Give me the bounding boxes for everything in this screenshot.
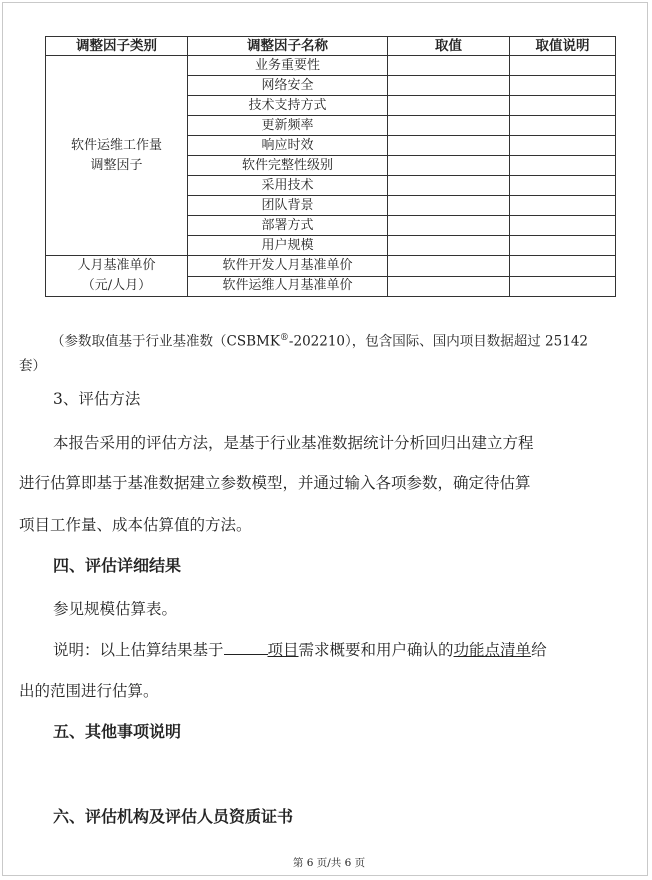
value-note-cell <box>510 216 616 236</box>
value-cell <box>388 116 510 136</box>
body-text: 说明：以上估算结果基于 <box>53 641 224 659</box>
value-cell <box>388 196 510 216</box>
note-text: -202210），包含国际、国内项目数据超过 25142 <box>288 333 589 350</box>
value-note-cell <box>510 76 616 96</box>
value-note-cell <box>510 196 616 216</box>
header-category: 调整因子类别 <box>46 37 188 56</box>
category-cell-maintenance <box>46 56 188 256</box>
value-note-cell <box>510 236 616 256</box>
category-text: 调整因子 <box>90 157 143 173</box>
value-cell <box>388 156 510 176</box>
factor-name-cell: 响应时效 <box>188 136 388 156</box>
parameter-note <box>51 328 643 352</box>
body-text: 给 <box>531 641 547 659</box>
table-row <box>46 56 616 76</box>
value-cell <box>388 236 510 256</box>
table-row <box>46 256 616 277</box>
factor-name-cell: 部署方式 <box>188 216 388 236</box>
underlined-text: 功能点清单 <box>453 641 532 659</box>
body-text: 本报告采用的评估方法，是基于行业基准数据统计分析回归出建立方程 <box>53 434 534 452</box>
factor-name-cell: 用户规模 <box>188 236 388 256</box>
body-text: 出的范围进行估算。 <box>19 682 159 700</box>
note-text: （参数取值基于行业基准数（CSBMK <box>51 333 280 350</box>
category-text: （元/人月） <box>81 278 152 293</box>
body-text: 项目工作量、成本估算值的方法。 <box>19 516 252 534</box>
section-6-heading: 六、评估机构及评估人员资质证书 <box>53 807 294 826</box>
adjustment-factor-table <box>45 36 616 297</box>
value-cell <box>388 96 510 116</box>
category-text: 软件运维工作量 <box>70 137 162 153</box>
body-text: 需求概要和用户确认的 <box>298 641 454 659</box>
table-header-row <box>46 37 616 56</box>
section-4-heading: 四、评估详细结果 <box>53 556 182 575</box>
value-note-cell <box>510 96 616 116</box>
value-cell <box>388 256 510 277</box>
section-5-heading: 五、其他事项说明 <box>53 722 182 741</box>
page-footer: 第 6 页/共 6 页 <box>292 857 366 869</box>
factor-name-cell: 业务重要性 <box>188 56 388 76</box>
factor-name-cell: 技术支持方式 <box>188 96 388 116</box>
category-text: 人月基准单价 <box>77 258 156 273</box>
header-value-note: 取值说明 <box>510 37 616 56</box>
value-cell <box>388 76 510 96</box>
factor-name-cell: 软件完整性级别 <box>188 156 388 176</box>
factor-name-cell: 采用技术 <box>188 176 388 196</box>
factor-name-cell: 软件运维人月基准单价 <box>188 276 388 297</box>
value-note-cell <box>510 116 616 136</box>
body-text: 进行估算即基于基准数据建立参数模型，并通过输入各项参数，确定待估算 <box>19 474 531 492</box>
section-3-heading: 3、评估方法 <box>53 390 141 408</box>
factor-name-cell: 网络安全 <box>188 76 388 96</box>
factor-name-cell: 软件开发人月基准单价 <box>188 256 388 277</box>
body-text: 参见规模估算表。 <box>53 600 178 618</box>
value-note-cell <box>510 276 616 297</box>
value-note-cell <box>510 156 616 176</box>
value-cell <box>388 56 510 76</box>
header-name: 调整因子名称 <box>188 37 388 56</box>
category-cell-unit-price <box>46 256 188 297</box>
document-page <box>2 2 648 876</box>
value-note-cell <box>510 56 616 76</box>
value-cell <box>388 216 510 236</box>
value-cell <box>388 276 510 297</box>
factor-name-cell: 更新频率 <box>188 116 388 136</box>
result-description <box>53 640 652 660</box>
value-note-cell <box>510 256 616 277</box>
factor-name-cell: 团队背景 <box>188 196 388 216</box>
registered-mark: ® <box>279 333 289 343</box>
value-cell <box>388 136 510 156</box>
parameter-note-continued: 套） <box>19 358 46 374</box>
value-cell <box>388 176 510 196</box>
header-value: 取值 <box>388 37 510 56</box>
underlined-text: 项目 <box>267 641 299 659</box>
fill-in-blank <box>224 640 268 655</box>
value-note-cell <box>510 136 616 156</box>
value-note-cell <box>510 176 616 196</box>
